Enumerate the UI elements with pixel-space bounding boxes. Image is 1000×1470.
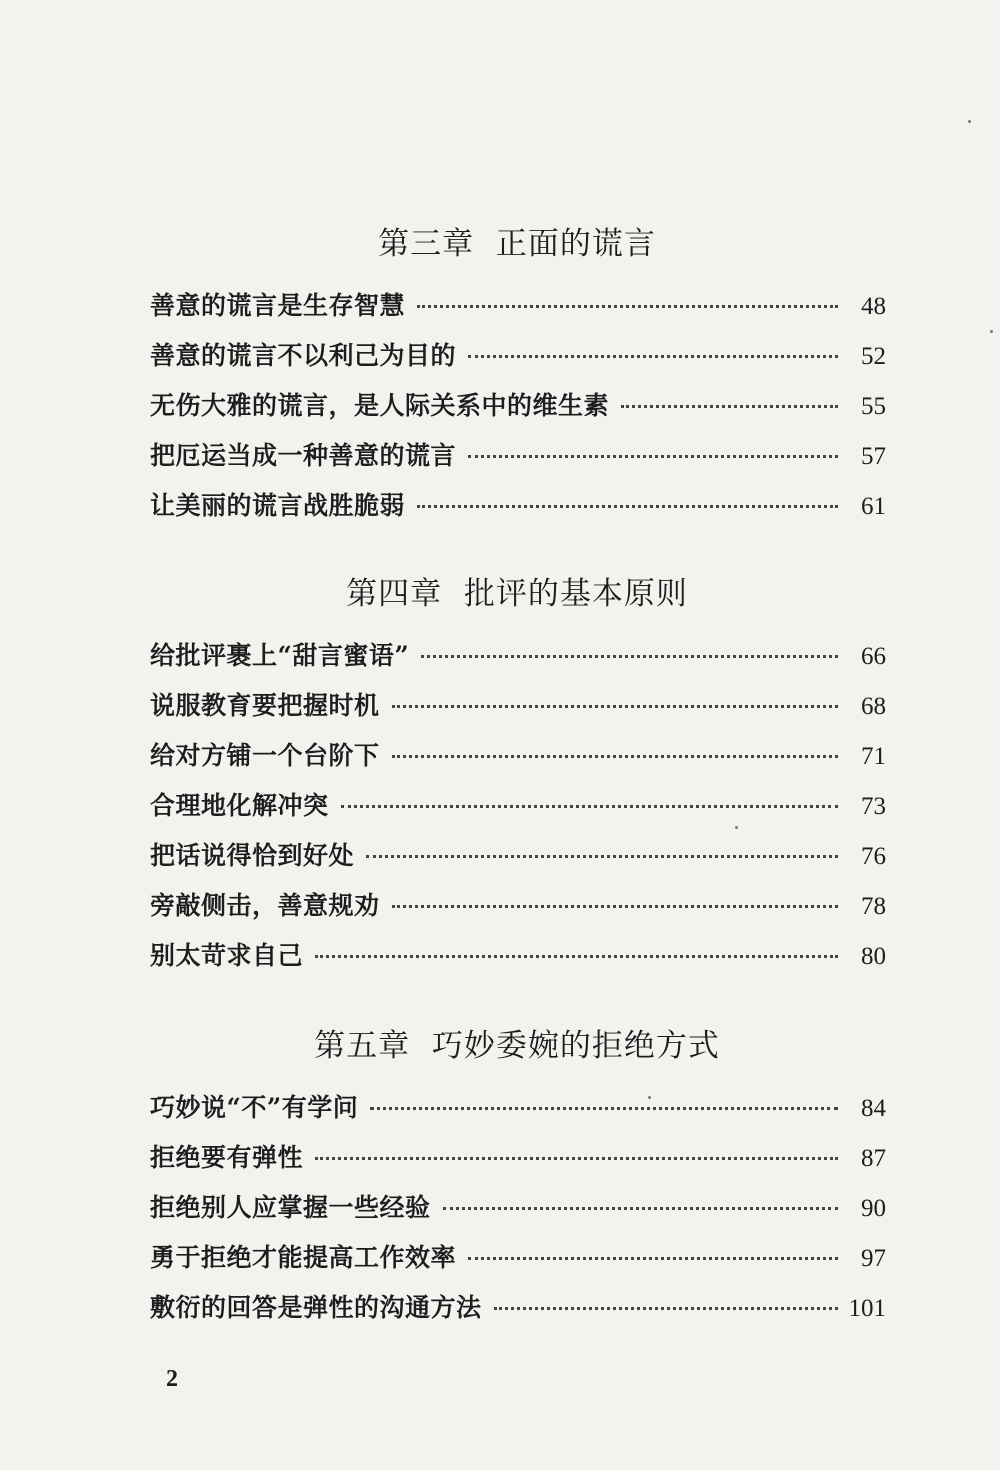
page-number: 2 [166,1366,178,1392]
entry-page-number: 78 [861,893,886,920]
entry-title: 勇于拒绝才能提高工作效率 [150,1243,457,1272]
scan-speck [968,120,971,123]
entry-page-number: 101 [848,1295,886,1322]
dot-leader [421,655,838,658]
dot-leader [366,855,838,858]
entry-title: 把厄运当成一种善意的谎言 [150,441,457,470]
dot-leader [494,1307,838,1310]
toc-entry [150,486,886,536]
entry-title: 给批评裹上“甜言蜜语” [150,641,410,670]
dot-leader [417,305,838,308]
entry-page-number: 76 [861,843,886,870]
toc-entry [150,386,886,436]
dot-leader [468,1257,838,1260]
toc-entry [150,786,886,836]
toc-entry [150,1138,886,1188]
toc-entry [150,836,886,886]
entry-page-number: 71 [861,743,886,770]
toc-entry [150,436,886,486]
dot-leader [392,755,838,758]
entry-page-number: 48 [861,293,886,320]
entry-title: 给对方铺一个台阶下 [150,741,380,770]
entry-title: 旁敲侧击，善意规劝 [150,891,380,920]
toc-entry [150,686,886,736]
dot-leader [443,1207,838,1210]
toc-entry [150,636,886,686]
entry-page-number: 52 [861,343,886,370]
dot-leader [341,805,838,808]
entry-page-number: 73 [861,793,886,820]
toc-entry [150,1288,886,1338]
toc-entry [150,286,886,336]
toc-entry [150,1238,886,1288]
scan-speck [735,826,738,829]
entry-title: 巧妙说“不”有学问 [150,1093,359,1122]
toc-entry [150,736,886,786]
entry-title: 合理地化解冲突 [150,791,329,820]
chapter-title: 第四章 批评的基本原则 [346,576,688,612]
entry-page-number: 55 [861,393,886,420]
entry-title: 拒绝要有弹性 [150,1143,304,1172]
entry-page-number: 57 [861,443,886,470]
dot-leader [468,355,838,358]
entry-page-number: 80 [861,943,886,970]
dot-leader [468,455,838,458]
entry-title: 拒绝别人应掌握一些经验 [150,1193,431,1222]
toc-entry [150,886,886,936]
dot-leader [315,955,838,958]
entry-title: 别太苛求自己 [150,941,304,970]
dot-leader [392,905,838,908]
entry-page-number: 97 [861,1245,886,1272]
entry-page-number: 66 [861,643,886,670]
entry-title: 让美丽的谎言战胜脆弱 [150,491,406,520]
toc-entry [150,336,886,386]
entry-page-number: 61 [861,493,886,520]
dot-leader [392,705,838,708]
entry-title: 善意的谎言不以利己为目的 [150,341,457,370]
toc-list [150,1088,886,1338]
toc-entry [150,936,886,986]
entry-title: 把话说得恰到好处 [150,841,355,870]
entry-page-number: 90 [861,1195,886,1222]
entry-title: 无伤大雅的谎言，是人际关系中的维生素 [150,391,610,420]
entry-page-number: 84 [861,1095,886,1122]
entry-title: 善意的谎言是生存智慧 [150,291,406,320]
chapter-title: 第五章 巧妙委婉的拒绝方式 [314,1028,720,1064]
dot-leader [417,505,838,508]
entry-page-number: 68 [861,693,886,720]
scan-speck [648,1096,651,1099]
toc-entry [150,1088,886,1138]
dot-leader [315,1157,838,1160]
toc-list [150,286,886,536]
dot-leader [621,405,838,408]
entry-title: 敷衍的回答是弹性的沟通方法 [150,1293,482,1322]
entry-page-number: 87 [861,1145,886,1172]
dot-leader [370,1107,838,1110]
scan-speck [990,330,993,333]
chapter-title: 第三章 正面的谎言 [378,226,656,262]
toc-entry [150,1188,886,1238]
toc-list [150,636,886,986]
entry-title: 说服教育要把握时机 [150,691,380,720]
